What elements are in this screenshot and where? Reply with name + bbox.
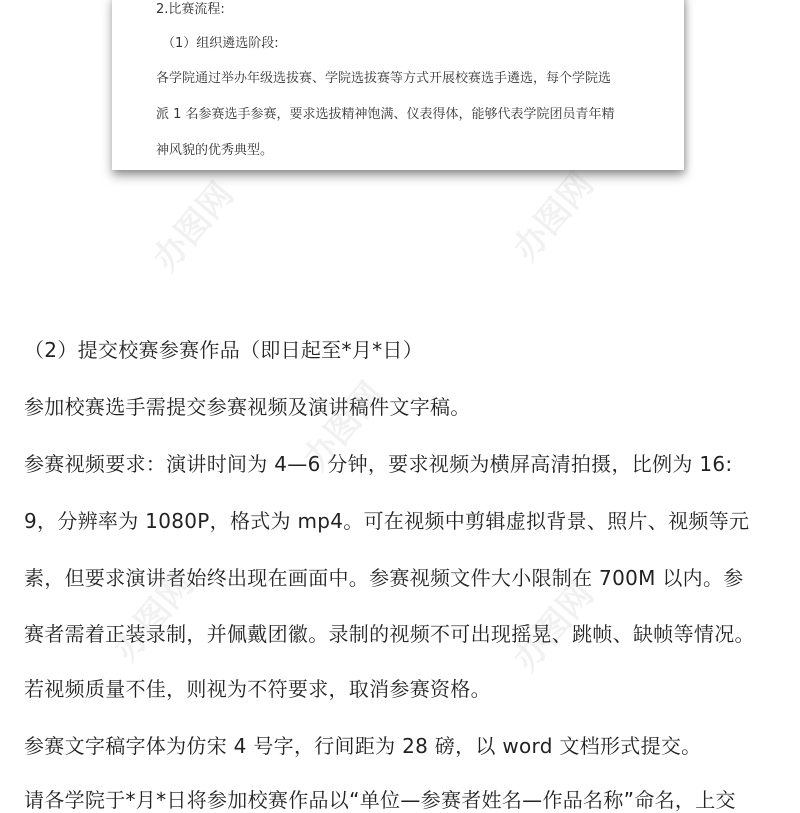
body-line-3: 9，分辨率为 1080P，格式为 mp4。可在视频中剪辑虚拟背景、照片、视频等元 [24,509,750,533]
watermark-4: 办图网 [105,564,202,669]
document-preview-card [112,0,684,170]
body-line-2: 参赛视频要求：演讲时间为 4—6 分钟，要求视频为横屏高清拍摄，比例为 16: [24,452,733,476]
card-heading: 2.比赛流程: [156,2,225,17]
body-line-6: 若视频质量不佳，则视为不符要求，取消参赛资格。 [24,677,491,701]
watermark-2: 办图网 [505,164,602,269]
section-heading: （2）提交校赛参赛作品（即日起至*月*日） [24,338,424,362]
watermark-1: 办图网 [145,174,242,279]
card-line-3: 神风貌的优秀典型。 [156,143,274,158]
body-line-8: 请各学院于*月*日将参加校赛作品以“单位—参赛者姓名—作品名称”命名，上交 [24,788,736,812]
card-subheading: （1）组织遴选阶段: [162,36,279,51]
body-line-5: 赛者需着正装录制，并佩戴团徽。录制的视频不可出现摇晃、跳帧、缺帧等情况。 [24,622,755,646]
card-line-1: 各学院通过举办年级选拔赛、学院选拔赛等方式开展校赛选手遴选，每个学院选 [156,71,612,86]
body-line-7: 参赛文字稿字体为仿宋 4 号字，行间距为 28 磅，以 word 文档形式提交。 [24,734,702,758]
watermark-3: 办图网 [295,374,392,479]
body-line-4: 素，但要求演讲者始终出现在画面中。参赛视频文件大小限制在 700M 以内。参 [24,566,744,590]
watermark-5: 办图网 [505,574,602,679]
body-line-1: 参加校赛选手需提交参赛视频及演讲稿件文字稿。 [24,395,471,419]
card-line-2: 派 1 名参赛选手参赛，要求选拔精神饱满、仪表得体，能够代表学院团员青年精 [156,107,615,122]
